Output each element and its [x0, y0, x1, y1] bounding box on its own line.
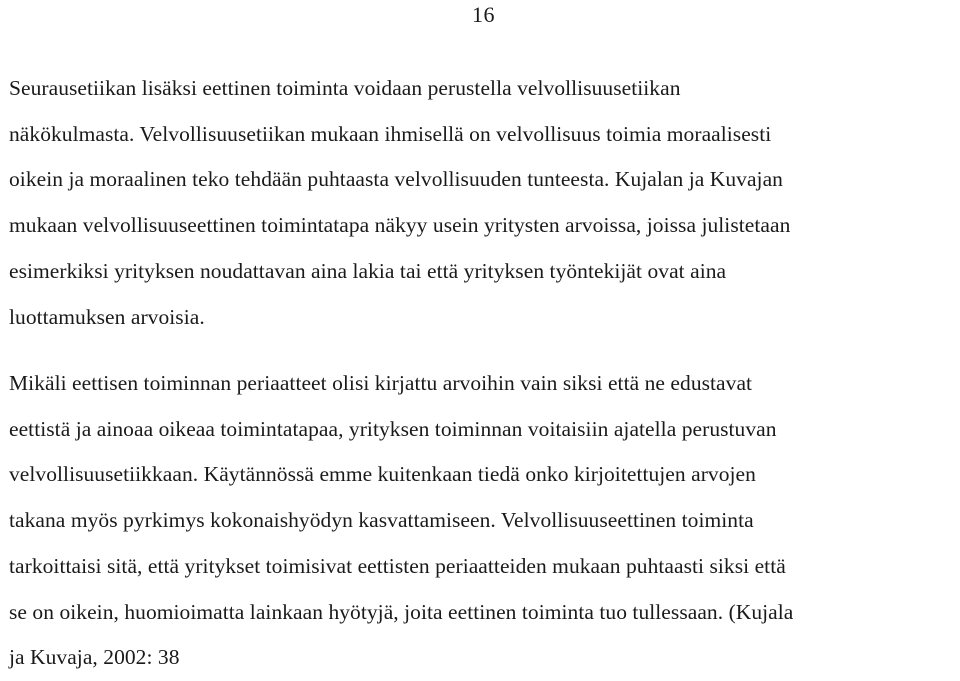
text-line: eettistä ja ainoaa oikeaa toimintatapaa, yrityksen toiminnan voitaisiin ajatella perustuvan — [9, 416, 777, 441]
text-line: Mikäli eettisen toiminnan periaatteet olisi kirjattu arvoihin vain siksi että ne edustavat — [9, 371, 753, 395]
text-line: näkökulmasta. Velvollisuusetiikan mukaan ihmisellä on velvollisuus toimia moraalisesti — [9, 121, 772, 146]
text-line: tarkoittaisi sitä, että yritykset toimisivat eettisten periaatteiden mukaan puhtaasti siksi että — [9, 553, 786, 578]
text-line: takana myös pyrkimys kokonaishyödyn kasvattamiseen. Velvollisuuseettinen toiminta — [9, 508, 754, 533]
text-line: esimerkiksi yrityksen noudattavan aina lakia tai että yrityksen työntekijät ovat aina — [9, 258, 727, 283]
paragraph-2 — [9, 361, 960, 681]
text-line: velvollisuusetiikkaan. Käytännössä emme kuitenkaan tiedä onko kirjoitettujen arvojen — [9, 462, 756, 487]
text-line: luottamuksen arvoisia. — [9, 304, 205, 329]
text-line: ja Kuvaja, 2002: 38 — [9, 645, 180, 670]
page-number: 16 — [472, 2, 495, 27]
text-line: oikein ja moraalinen teko tehdään puhtaasta velvollisuuden tunteesta. Kujalan ja Kuvajan — [9, 167, 783, 192]
paragraph-1 — [9, 66, 960, 340]
text-line: se on oikein, huomioimatta lainkaan hyötyjä, joita eettinen toiminta tuo tullessaan. (Kujala — [9, 599, 794, 624]
text-line: mukaan velvollisuuseettinen toimintatapa näkyy usein yritysten arvoissa, joissa julistetaan — [9, 213, 791, 238]
text-line: Seurausetiikan lisäksi eettinen toiminta voidaan perustella velvollisuusetiikan — [9, 76, 681, 100]
